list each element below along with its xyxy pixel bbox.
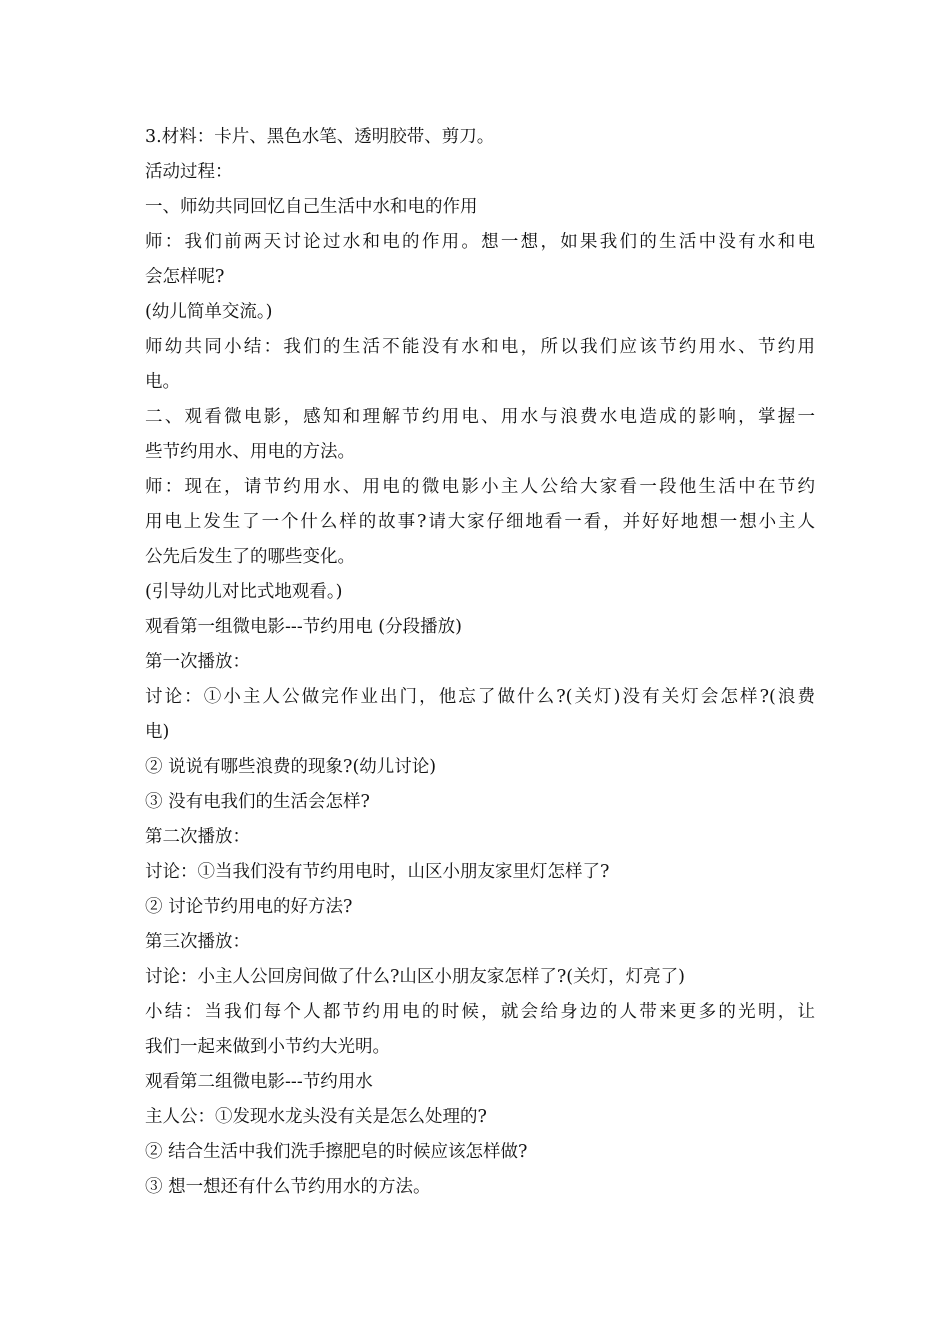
text-line: ② 讨论节约用电的好方法? <box>145 897 353 917</box>
text-line: ③ 想一想还有什么节约用水的方法。 <box>145 1177 431 1197</box>
text-line: ② 说说有哪些浪费的现象?(幼儿讨论) <box>145 757 437 777</box>
text-line: 第三次播放： <box>145 932 250 952</box>
text-line: 公先后发生了的哪些变化。 <box>145 547 355 567</box>
text-line-film-group-one: 观看第一组微电影---节约用电 (分段播放) <box>145 617 462 637</box>
text-line: 师：我们前两天讨论过水和电的作用。想一想，如果我们的生活中没有水和电 <box>145 232 815 252</box>
text-line-process-heading: 活动过程： <box>145 162 233 182</box>
text-line: 师幼共同小结：我们的生活不能没有水和电，所以我们应该节约用水、节约用 <box>145 337 815 357</box>
text-line: (幼儿简单交流。) <box>145 302 273 322</box>
text-line: ② 结合生活中我们洗手擦肥皂的时候应该怎样做? <box>145 1142 528 1162</box>
text-line: 些节约用水、用电的方法。 <box>145 442 355 462</box>
text-line: 第一次播放： <box>145 652 250 672</box>
text-line-section-two: 二、观看微电影，感知和理解节约用电、用水与浪费水电造成的影响，掌握一 <box>145 407 815 427</box>
text-line: (引导幼儿对比式地观看。) <box>145 582 343 602</box>
text-line-film-group-two: 观看第二组微电影---节约用水 <box>145 1072 373 1092</box>
text-line: 小结：当我们每个人都节约用电的时候，就会给身边的人带来更多的光明，让 <box>145 1002 815 1022</box>
text-line: 讨论：①小主人公做完作业出门，他忘了做什么?(关灯)没有关灯会怎样?(浪费 <box>145 687 815 707</box>
text-line: 师：现在，请节约用水、用电的微电影小主人公给大家看一段他生活中在节约 <box>145 477 815 497</box>
document-page <box>145 120 815 1205</box>
text-line: 我们一起来做到小节约大光明。 <box>145 1037 390 1057</box>
text-line: 用电上发生了一个什么样的故事?请大家仔细地看一看，并好好地想一想小主人 <box>145 512 815 532</box>
text-line: 电) <box>145 722 170 742</box>
text-line: ③ 没有电我们的生活会怎样? <box>145 792 370 812</box>
text-line: 电。 <box>145 372 180 392</box>
text-line: 讨论：①当我们没有节约用电时，山区小朋友家里灯怎样了? <box>145 862 610 882</box>
text-line: 第二次播放： <box>145 827 250 847</box>
text-line-materials: 3.材料：卡片、黑色水笔、透明胶带、剪刀。 <box>145 127 495 147</box>
text-line-section-one: 一、师幼共同回忆自己生活中水和电的作用 <box>145 197 478 217</box>
text-line: 讨论：小主人公回房间做了什么?山区小朋友家怎样了?(关灯，灯亮了) <box>145 967 685 987</box>
text-line: 主人公：①发现水龙头没有关是怎么处理的? <box>145 1107 487 1127</box>
text-line: 会怎样呢? <box>145 267 225 287</box>
